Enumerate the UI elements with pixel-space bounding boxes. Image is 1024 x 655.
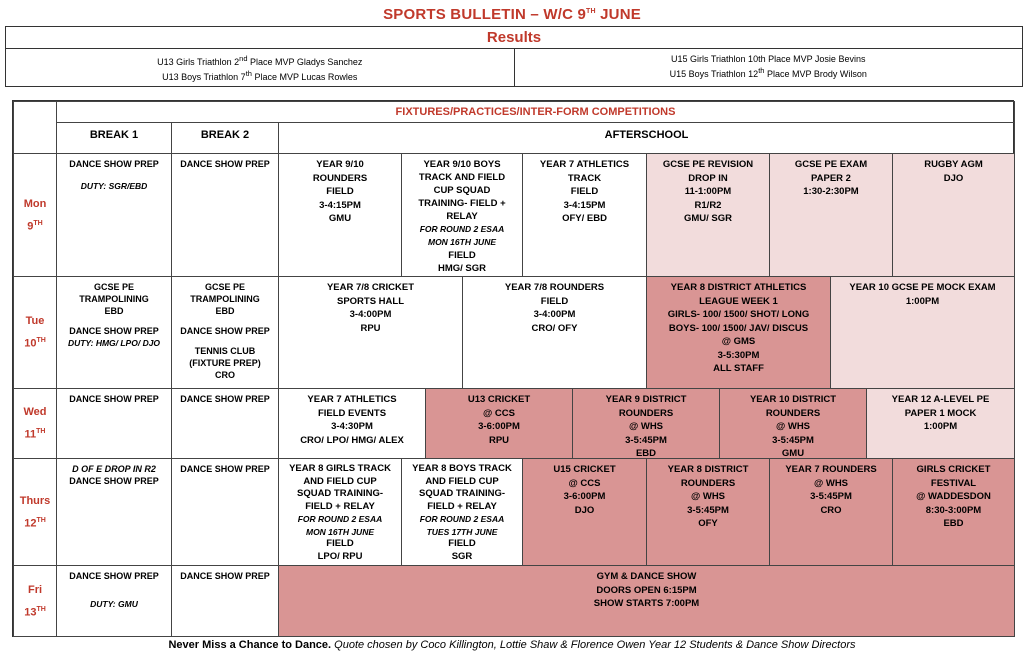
mon-break1: DANCE SHOW PREP DUTY: SGR/EBD bbox=[56, 153, 172, 277]
fri-break2: DANCE SHOW PREP bbox=[171, 565, 279, 637]
mon-fixture-5: GCSE PE EXAM PAPER 2 1:30-2:30PM bbox=[769, 153, 893, 277]
result-line: U13 Girls Triathlon 2nd Place MVP Gladys Sanchez bbox=[157, 54, 363, 67]
results-box bbox=[5, 26, 1023, 87]
wed-fixture-2: U13 CRICKET @ CCS 3-6:00PM RPU bbox=[425, 388, 573, 459]
thu-fixture-6: GIRLS CRICKET FESTIVAL @ WADDESDON 8:30-3:00PM EBD bbox=[892, 458, 1015, 566]
footer-quote: Never Miss a Chance to Dance. Quote chosen by Coco Killington, Lottie Shaw & Florence Owen Year 12 Students & Dance Show Directors bbox=[168, 639, 856, 651]
fixtures-table bbox=[12, 100, 1014, 637]
day-thursday: Thurs 12TH bbox=[13, 458, 57, 566]
result-line: U15 Girls Triathlon 10th Place MVP Josie Bevins bbox=[671, 54, 866, 64]
day-friday: Fri 13TH bbox=[13, 565, 57, 637]
thu-fixture-5: YEAR 7 ROUNDERS @ WHS 3-5:45PM CRO bbox=[769, 458, 893, 566]
mon-fixture-3: YEAR 7 ATHLETICS TRACK FIELD 3-4:15PM OFY/ EBD bbox=[522, 153, 647, 277]
mon-fixture-6: RUGBY AGM DJO bbox=[892, 153, 1015, 277]
thu-break1: D OF E DROP IN R2 DANCE SHOW PREP bbox=[56, 458, 172, 566]
day-wednesday: Wed 11TH bbox=[13, 388, 57, 459]
thu-fixture-1: YEAR 8 GIRLS TRACK AND FIELD CUP SQUAD TRAINING- FIELD + RELAY FOR ROUND 2 ESAA MON 16TH JUNE FIELD LPO/ RPU bbox=[278, 458, 402, 566]
wed-fixture-5: YEAR 12 A-LEVEL PE PAPER 1 MOCK 1:00PM bbox=[866, 388, 1015, 459]
tue-break1: GCSE PE TRAMPOLINING EBD DANCE SHOW PREP DUTY: HMG/ LPO/ DJO bbox=[56, 276, 172, 389]
tue-fixture-2: YEAR 7/8 ROUNDERS FIELD 3-4:00PM CRO/ OFY bbox=[462, 276, 647, 389]
mon-fixture-2: YEAR 9/10 BOYS TRACK AND FIELD CUP SQUAD TRAINING- FIELD + RELAY FOR ROUND 2 ESAA MON 16TH JUNE FIELD HMG/ SGR bbox=[401, 153, 523, 277]
fri-fixture-1: GYM & DANCE SHOW DOORS OPEN 6:15PM SHOW STARTS 7:00PM bbox=[278, 565, 1015, 637]
wed-fixture-1: YEAR 7 ATHLETICS FIELD EVENTS 3-4:30PM CRO/ LPO/ HMG/ ALEX bbox=[278, 388, 426, 459]
results-heading: Results bbox=[6, 27, 1022, 49]
wed-break1: DANCE SHOW PREP bbox=[56, 388, 172, 459]
wed-break2: DANCE SHOW PREP bbox=[171, 388, 279, 459]
mon-fixture-4: GCSE PE REVISION DROP IN 11-1:00PM R1/R2 GMU/ SGR bbox=[646, 153, 770, 277]
results-right bbox=[514, 49, 1023, 86]
mon-fixture-1: YEAR 9/10 ROUNDERS FIELD 3-4:15PM GMU bbox=[278, 153, 402, 277]
day-tuesday: Tue 10TH bbox=[13, 276, 57, 389]
thu-break2: DANCE SHOW PREP bbox=[171, 458, 279, 566]
tue-fixture-1: YEAR 7/8 CRICKET SPORTS HALL 3-4:00PM RPU bbox=[278, 276, 463, 389]
mon-break2: DANCE SHOW PREP bbox=[171, 153, 279, 277]
break2-header: BREAK 2 bbox=[171, 122, 279, 154]
corner-cell bbox=[13, 101, 57, 154]
result-line: U15 Boys Triathlon 12th Place MVP Brody Wilson bbox=[669, 66, 867, 79]
wed-fixture-4: YEAR 10 DISTRICT ROUNDERS @ WHS 3-5:45PM GMU bbox=[719, 388, 867, 459]
tue-fixture-4: YEAR 10 GCSE PE MOCK EXAM 1:00PM bbox=[830, 276, 1015, 389]
fri-break1: DANCE SHOW PREP DUTY: GMU bbox=[56, 565, 172, 637]
result-line: U13 Boys Triathlon 7th Place MVP Lucas Rowles bbox=[162, 69, 358, 82]
tue-fixture-3: YEAR 8 DISTRICT ATHLETICS LEAGUE WEEK 1 GIRLS- 100/ 1500/ SHOT/ LONG BOYS- 100/ 1500/ JAV/ DISCUS @ GMS 3-5:30PM ALL STAFF bbox=[646, 276, 831, 389]
page-title: SPORTS BULLETIN – W/C 9TH JUNE bbox=[383, 6, 641, 23]
tue-break2: GCSE PE TRAMPOLINING EBD DANCE SHOW PREP TENNIS CLUB (FIXTURE PREP) CRO bbox=[171, 276, 279, 389]
wed-fixture-3: YEAR 9 DISTRICT ROUNDERS @ WHS 3-5:45PM EBD bbox=[572, 388, 720, 459]
day-monday: Mon 9TH bbox=[13, 153, 57, 277]
results-left bbox=[6, 49, 514, 86]
thu-fixture-3: U15 CRICKET @ CCS 3-6:00PM DJO bbox=[522, 458, 647, 566]
break1-header: BREAK 1 bbox=[56, 122, 172, 154]
fixtures-header: FIXTURES/PRACTICES/INTER-FORM COMPETITIONS bbox=[56, 101, 1015, 123]
thu-fixture-2: YEAR 8 BOYS TRACK AND FIELD CUP SQUAD TRAINING- FIELD + RELAY FOR ROUND 2 ESAA TUES 17TH JUNE FIELD SGR bbox=[401, 458, 523, 566]
afterschool-header: AFTERSCHOOL bbox=[278, 122, 1015, 154]
thu-fixture-4: YEAR 8 DISTRICT ROUNDERS @ WHS 3-5:45PM OFY bbox=[646, 458, 770, 566]
